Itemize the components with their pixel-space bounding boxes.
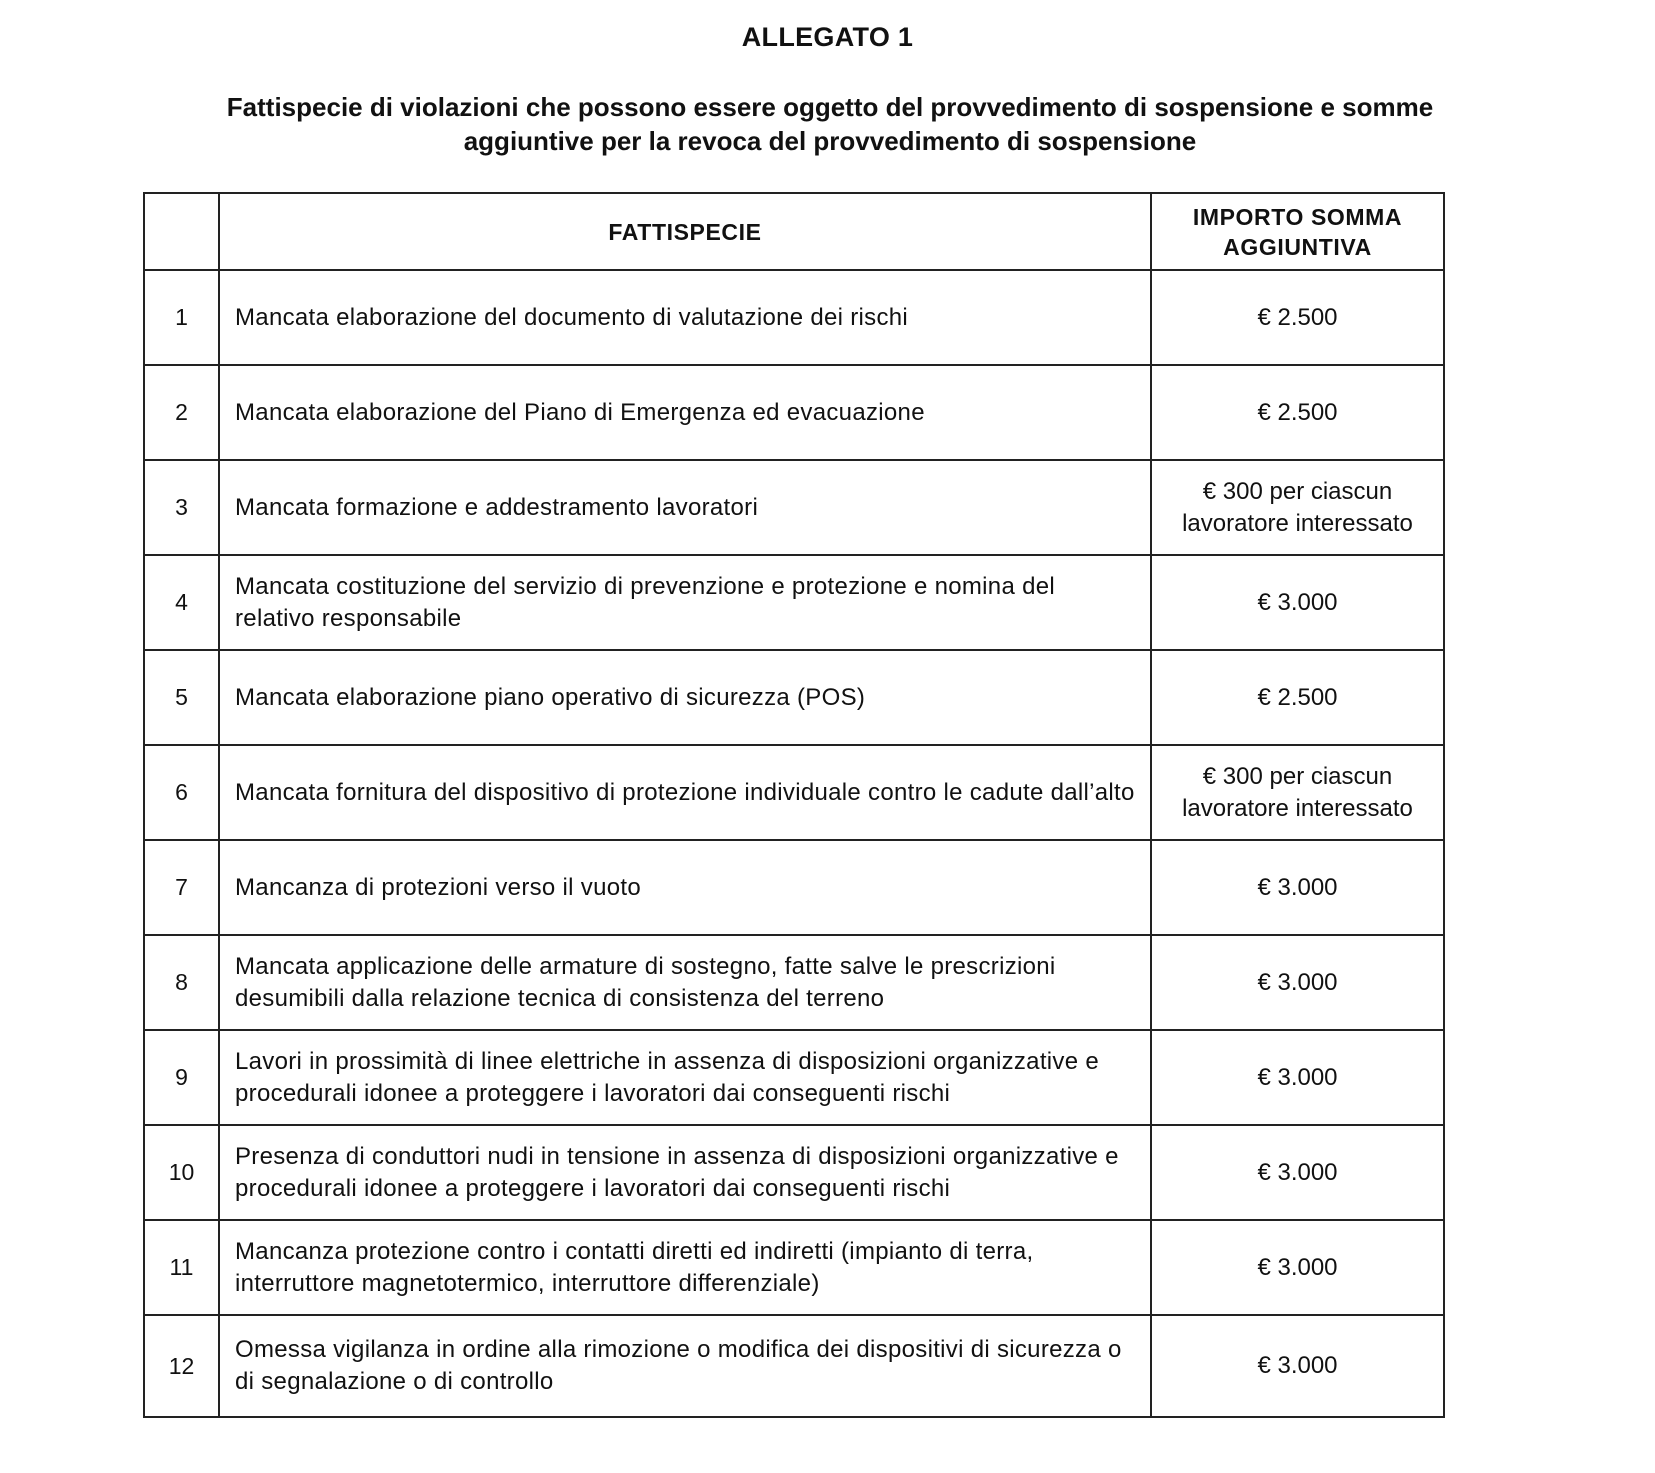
row-amount: € 3.000 <box>1151 1030 1444 1125</box>
row-amount: € 2.500 <box>1151 270 1444 365</box>
row-number: 4 <box>144 555 219 650</box>
table-row <box>144 935 1444 1030</box>
row-number: 7 <box>144 840 219 935</box>
row-number: 6 <box>144 745 219 840</box>
row-description: Mancata fornitura del dispositivo di protezione individuale contro le cadute dall’alto <box>219 745 1151 840</box>
row-description: Mancata elaborazione del documento di valutazione dei rischi <box>219 270 1151 365</box>
table-row <box>144 840 1444 935</box>
row-description: Presenza di conduttori nudi in tensione in assenza di disposizioni organizzative e procedurali idonee a proteggere i lavoratori dai conseguenti rischi <box>219 1125 1151 1220</box>
row-number: 11 <box>144 1220 219 1315</box>
table-row <box>144 1125 1444 1220</box>
row-description: Mancata costituzione del servizio di prevenzione e protezione e nomina del relativo responsabile <box>219 555 1151 650</box>
header-description: FATTISPECIE <box>219 193 1151 270</box>
table-row <box>144 1315 1444 1417</box>
row-amount: € 3.000 <box>1151 935 1444 1030</box>
row-description: Mancanza protezione contro i contatti diretti ed indiretti (impianto di terra, interruttore magnetotermico, interruttore differenziale) <box>219 1220 1151 1315</box>
table-row <box>144 1030 1444 1125</box>
table-row <box>144 365 1444 460</box>
row-number: 8 <box>144 935 219 1030</box>
row-amount: € 300 per ciascun lavoratore interessato <box>1151 460 1444 555</box>
table-row <box>144 745 1444 840</box>
row-amount: € 2.500 <box>1151 365 1444 460</box>
row-amount: € 3.000 <box>1151 1315 1444 1417</box>
table-row <box>144 1220 1444 1315</box>
violations-table <box>143 192 1445 1418</box>
row-description: Mancanza di protezioni verso il vuoto <box>219 840 1151 935</box>
table-row <box>144 555 1444 650</box>
row-description: Mancata formazione e addestramento lavoratori <box>219 460 1151 555</box>
header-number <box>144 193 219 270</box>
row-amount: € 300 per ciascun lavoratore interessato <box>1151 745 1444 840</box>
row-number: 3 <box>144 460 219 555</box>
row-amount: € 3.000 <box>1151 1125 1444 1220</box>
row-number: 1 <box>144 270 219 365</box>
row-description: Omessa vigilanza in ordine alla rimozione o modifica dei dispositivi di sicurezza o di segnalazione o di controllo <box>219 1315 1151 1417</box>
row-amount: € 3.000 <box>1151 555 1444 650</box>
header-amount: IMPORTO SOMMA AGGIUNTIVA <box>1151 193 1444 270</box>
row-amount: € 3.000 <box>1151 1220 1444 1315</box>
row-description: Lavori in prossimità di linee elettriche in assenza di disposizioni organizzative e procedurali idonee a proteggere i lavoratori dai conseguenti rischi <box>219 1030 1151 1125</box>
row-number: 10 <box>144 1125 219 1220</box>
table-header-row <box>144 193 1444 270</box>
row-number: 5 <box>144 650 219 745</box>
document-title: ALLEGATO 1 <box>741 22 914 52</box>
table-row <box>144 270 1444 365</box>
row-number: 2 <box>144 365 219 460</box>
row-amount: € 2.500 <box>1151 650 1444 745</box>
table-row <box>144 650 1444 745</box>
row-amount: € 3.000 <box>1151 840 1444 935</box>
document-subtitle: Fattispecie di violazioni che possono essere oggetto del provvedimento di sospensione e somme aggiuntive per la revoca del provvedimento di sospensione <box>226 92 1434 156</box>
row-description: Mancata elaborazione piano operativo di sicurezza (POS) <box>219 650 1151 745</box>
row-number: 12 <box>144 1315 219 1417</box>
row-description: Mancata elaborazione del Piano di Emergenza ed evacuazione <box>219 365 1151 460</box>
table-row <box>144 460 1444 555</box>
row-number: 9 <box>144 1030 219 1125</box>
row-description: Mancata applicazione delle armature di sostegno, fatte salve le prescrizioni desumibili dalla relazione tecnica di consistenza del terreno <box>219 935 1151 1030</box>
